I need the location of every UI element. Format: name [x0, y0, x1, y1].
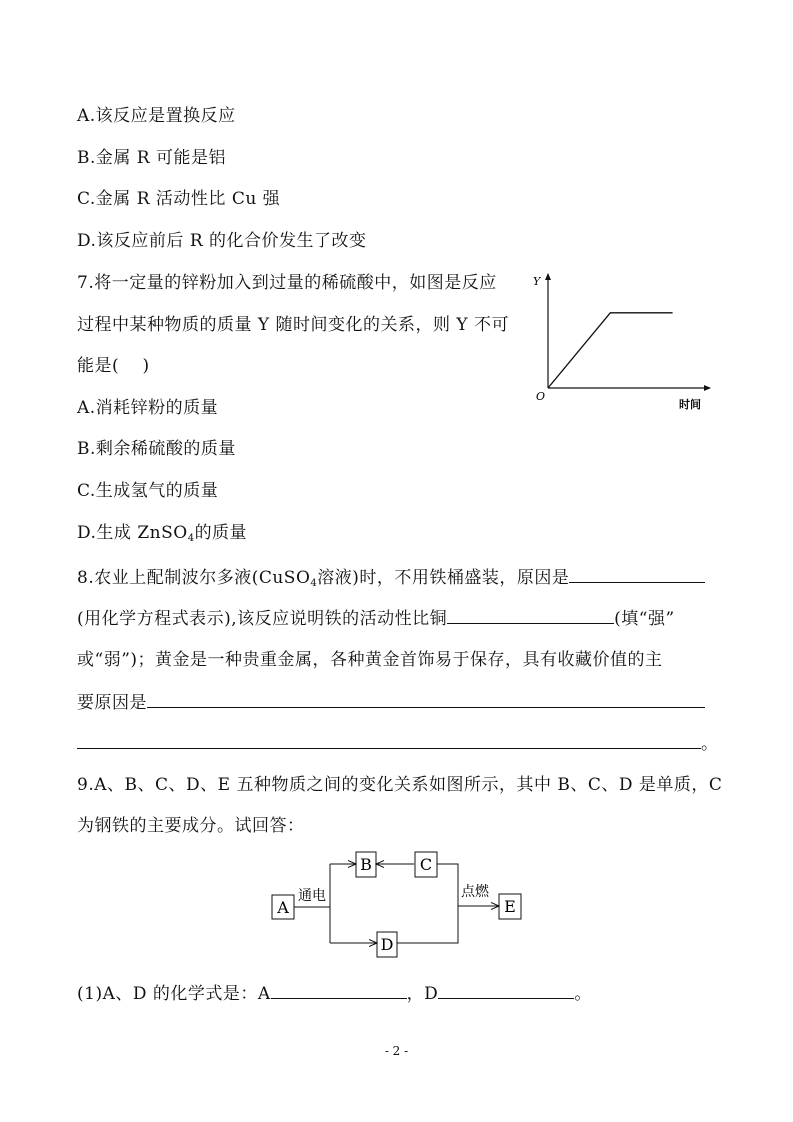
q8-line2	[77, 607, 675, 630]
q7-chart-series-line	[548, 313, 673, 388]
q9-sub1-a: (1)A、D 的化学式是：A	[77, 984, 271, 1004]
q8-line1-a: 8.农业上配制波尔多液(CuSO	[77, 568, 311, 588]
q9-line2: 为钢铁的主要成分。试回答：	[77, 816, 305, 836]
q7-option-c: C.生成氢气的质量	[77, 481, 219, 501]
q9-answer-blank-d[interactable]	[438, 982, 574, 999]
q6-option-d: D.该反应前后 R 的化合价发生了改变	[77, 231, 367, 251]
q7-option-a: A.消耗锌粉的质量	[77, 398, 219, 418]
q9-diagram	[260, 842, 540, 967]
q7-chart-origin-label: O	[536, 390, 546, 403]
q8-line4	[77, 691, 705, 714]
q8-line1-b: 溶液)时，不用铁桶盛装，原因是	[317, 568, 570, 588]
q8-answer-blank-2[interactable]	[447, 607, 614, 624]
q9-sub1-b: ，D	[406, 984, 439, 1004]
svg-text:C: C	[419, 855, 433, 874]
q8-line3: 或“弱”)；黄金是一种贵重金属，各种黄金首饰易于保存，具有收藏价值的主	[77, 650, 663, 670]
q9-label-electrolysis: 通电	[298, 888, 326, 904]
q7-stem-line1: 7.将一定量的锌粉加入到过量的稀硫酸中，如图是反应	[77, 273, 497, 293]
q9-node-a	[272, 895, 294, 919]
q6-option-c: C.金属 R 活动性比 Cu 强	[77, 189, 281, 209]
q7-stem-line3: 能是( )	[77, 356, 150, 376]
q8-answer-blank-3[interactable]	[147, 691, 705, 708]
svg-text:D: D	[380, 935, 394, 954]
q6-option-a: A.该反应是置换反应	[77, 106, 236, 126]
q7-option-d-subscript: 4	[187, 533, 195, 544]
q8-line1-subscript: 4	[310, 578, 318, 589]
page-number: - 2 -	[384, 1044, 409, 1058]
q6-option-b: B.金属 R 可能是铝	[77, 148, 227, 168]
q7-stem-line2: 过程中某种物质的质量 Y 随时间变化的关系，则 Y 不可	[77, 315, 510, 335]
q8-line4-text: 要原因是	[77, 693, 147, 713]
q7-chart	[527, 268, 727, 416]
svg-text:E: E	[504, 897, 516, 916]
q8-line5	[77, 732, 719, 755]
q7-option-b: B.剩余稀硫酸的质量	[77, 439, 236, 459]
q9-line1: 9.A、B、C、D、E 五种物质之间的变化关系如图所示，其中 B、C、D 是单质，C	[77, 775, 723, 795]
q7-option-d-suffix: 的质量	[194, 523, 248, 543]
q9-answer-blank-a[interactable]	[271, 982, 407, 999]
q8-answer-blank-1[interactable]	[569, 566, 705, 583]
q8-line5-end: 。	[701, 734, 719, 754]
q8-answer-blank-4[interactable]	[77, 732, 701, 749]
svg-text:A: A	[277, 898, 289, 917]
q7-chart-x-label: 时间	[679, 398, 701, 411]
q7-option-d	[77, 522, 247, 550]
q9-label-ignite: 点燃	[461, 884, 489, 900]
q8-line2-a: (用化学方程式表示),该反应说明铁的活动性比铜	[77, 609, 448, 629]
q9-node-d	[377, 932, 397, 957]
q9-node-c	[415, 852, 437, 877]
q8-line1	[77, 566, 705, 595]
q9-sub1	[77, 982, 592, 1005]
q9-node-b	[356, 852, 376, 877]
q9-node-e	[499, 894, 521, 919]
q7-chart-y-label: Y	[533, 275, 541, 288]
q9-sub1-end: 。	[574, 984, 592, 1004]
q7-option-d-prefix: D.生成 ZnSO	[77, 523, 188, 543]
svg-text:B: B	[360, 855, 372, 874]
q8-line2-b: (填“强”	[614, 609, 675, 629]
